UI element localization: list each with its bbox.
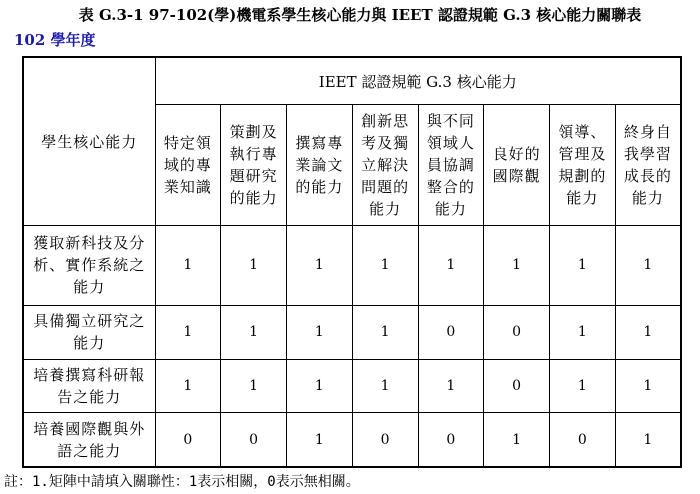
table-cell: 1 <box>484 226 550 306</box>
table-cell: 1 <box>221 359 287 413</box>
table-cell: 1 <box>352 305 418 359</box>
table-cell: 0 <box>221 413 287 467</box>
table-cell: 1 <box>418 359 484 413</box>
col-header-7: 領導、 管理及 規劃的 能力 <box>550 105 616 226</box>
col-header-4: 創新思 考及獨 立解決 問題的 能力 <box>352 105 418 226</box>
table-cell: 0 <box>155 413 221 467</box>
table-cell: 1 <box>221 226 287 306</box>
table-cell: 1 <box>287 359 353 413</box>
table-cell: 1 <box>287 305 353 359</box>
table-cell: 1 <box>615 413 681 467</box>
table-cell: 1 <box>550 226 616 306</box>
table-cell: 1 <box>615 359 681 413</box>
table-cell: 0 <box>550 413 616 467</box>
academic-year-label: 102 學年度 <box>14 31 96 49</box>
table-cell: 1 <box>287 413 353 467</box>
table-cell: 0 <box>484 305 550 359</box>
row-label: 具備獨立研究之 能力 <box>23 305 155 359</box>
table-cell: 1 <box>155 359 221 413</box>
table-cell: 0 <box>352 413 418 467</box>
table-title: 表 G.3-1 97-102(學)機電系學生核心能力與 IEET 認證規範 G.3 核心能力關聯表 <box>78 6 642 24</box>
col-header-5: 與不同 領域人 員協調 整合的 能力 <box>418 105 484 226</box>
student-competency-header: 學生核心能力 <box>23 57 155 226</box>
table-cell: 1 <box>615 226 681 306</box>
table-cell: 0 <box>484 359 550 413</box>
table-cell: 1 <box>550 305 616 359</box>
table-cell: 1 <box>352 226 418 306</box>
table-cell: 1 <box>418 226 484 306</box>
col-header-2: 策劃及 執行專 題研究 的能力 <box>221 105 287 226</box>
col-header-1: 特定領 域的專 業知識 <box>155 105 221 226</box>
competency-matrix-table <box>22 56 682 468</box>
table-cell: 1 <box>221 305 287 359</box>
footnote: 註：1.矩陣中請填入關聯性：1表示相關，0表示無相關。 <box>4 474 360 490</box>
ieet-competency-group-header: IEET 認證規範 G.3 核心能力 <box>155 57 681 105</box>
table-cell: 1 <box>615 305 681 359</box>
table-cell: 1 <box>155 226 221 306</box>
table-cell: 1 <box>287 226 353 306</box>
table-row <box>23 226 681 306</box>
col-header-6: 良好的 國際觀 <box>484 105 550 226</box>
table-row <box>23 413 681 467</box>
table-cell: 1 <box>352 359 418 413</box>
table-row <box>23 359 681 413</box>
table-cell: 1 <box>550 359 616 413</box>
col-header-3: 撰寫專 業論文 的能力 <box>287 105 353 226</box>
row-label: 獲取新科技及分 析、實作系統之 能力 <box>23 226 155 306</box>
table-cell: 1 <box>484 413 550 467</box>
table-cell: 0 <box>418 305 484 359</box>
table-row <box>23 305 681 359</box>
col-header-8: 終身自 我學習 成長的 能力 <box>615 105 681 226</box>
table-cell: 1 <box>155 305 221 359</box>
row-label: 培養撰寫科研報 告之能力 <box>23 359 155 413</box>
table-cell: 0 <box>418 413 484 467</box>
row-label: 培養國際觀與外 語之能力 <box>23 413 155 467</box>
